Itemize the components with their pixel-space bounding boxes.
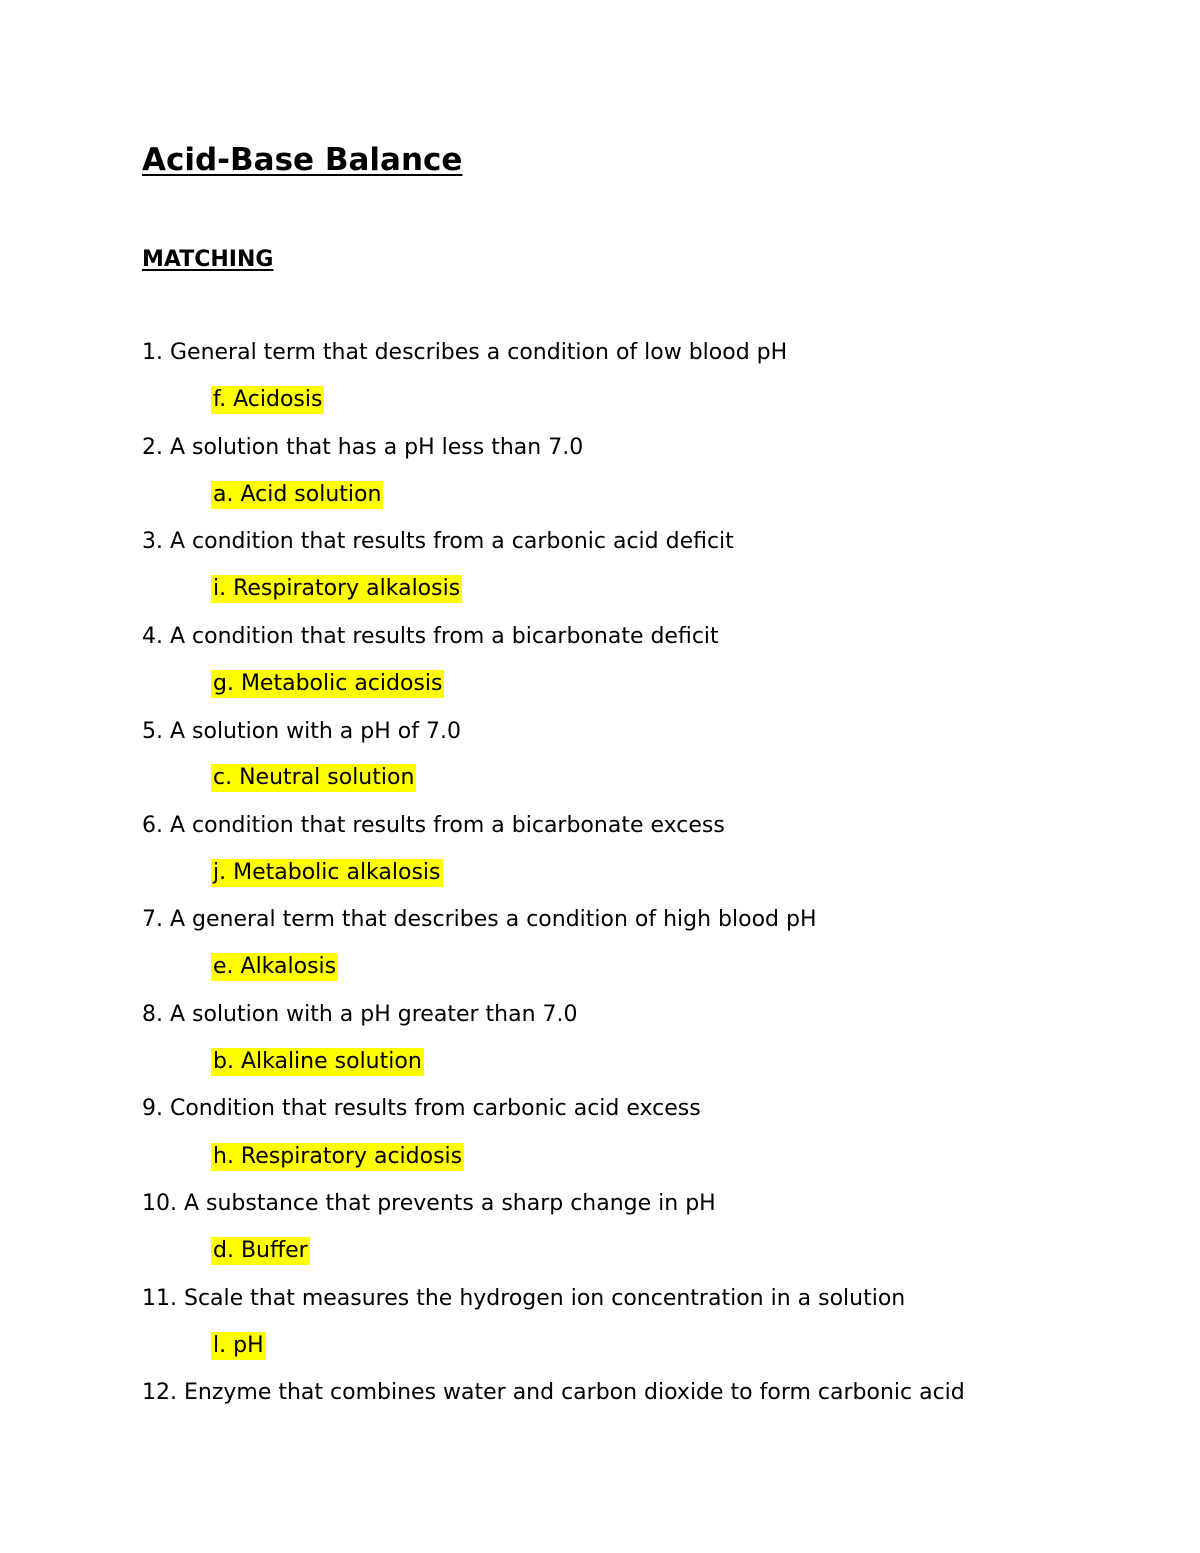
document-title: Acid-Base Balance — [142, 142, 463, 178]
answer-7 — [211, 952, 338, 982]
answer-highlight: e. Alkalosis — [213, 954, 337, 979]
answer-3 — [211, 574, 462, 604]
question-12: 12. Enzyme that combines water and carbon dioxide to form carbonic acid — [142, 1380, 965, 1405]
answer-highlight: g. Metabolic acidosis — [213, 671, 443, 696]
answer-5 — [211, 763, 416, 793]
question-11: 11. Scale that measures the hydrogen ion concentration in a solution — [142, 1286, 906, 1311]
answer-highlight: j. Metabolic alkalosis — [213, 860, 441, 885]
answer-highlight: f. Acidosis — [213, 387, 323, 412]
answer-4 — [211, 669, 444, 699]
question-4: 4. A condition that results from a bicarbonate deficit — [142, 624, 719, 649]
answer-2 — [211, 480, 383, 510]
answer-1 — [211, 385, 324, 415]
question-3: 3. A condition that results from a carbonic acid deficit — [142, 529, 734, 554]
section-heading: MATCHING — [142, 247, 274, 272]
question-10: 10. A substance that prevents a sharp change in pH — [142, 1191, 716, 1216]
question-8: 8. A solution with a pH greater than 7.0 — [142, 1002, 578, 1027]
answer-highlight: h. Respiratory acidosis — [213, 1144, 463, 1169]
answer-highlight: c. Neutral solution — [213, 765, 415, 790]
answer-9 — [211, 1142, 464, 1172]
answer-highlight: l. pH — [213, 1333, 264, 1358]
question-7: 7. A general term that describes a condition of high blood pH — [142, 907, 817, 932]
answer-highlight: d. Buffer — [213, 1238, 308, 1263]
answer-highlight: b. Alkaline solution — [213, 1049, 422, 1074]
question-9: 9. Condition that results from carbonic acid excess — [142, 1096, 701, 1121]
answer-highlight: i. Respiratory alkalosis — [213, 576, 461, 601]
answer-6 — [211, 858, 443, 888]
answer-8 — [211, 1047, 424, 1077]
question-6: 6. A condition that results from a bicarbonate excess — [142, 813, 725, 838]
answer-10 — [211, 1236, 310, 1266]
question-1: 1. General term that describes a condition of low blood pH — [142, 340, 788, 365]
answer-highlight: a. Acid solution — [213, 482, 382, 507]
question-5: 5. A solution with a pH of 7.0 — [142, 719, 461, 744]
question-2: 2. A solution that has a pH less than 7.0 — [142, 435, 584, 460]
answer-11 — [211, 1331, 266, 1361]
